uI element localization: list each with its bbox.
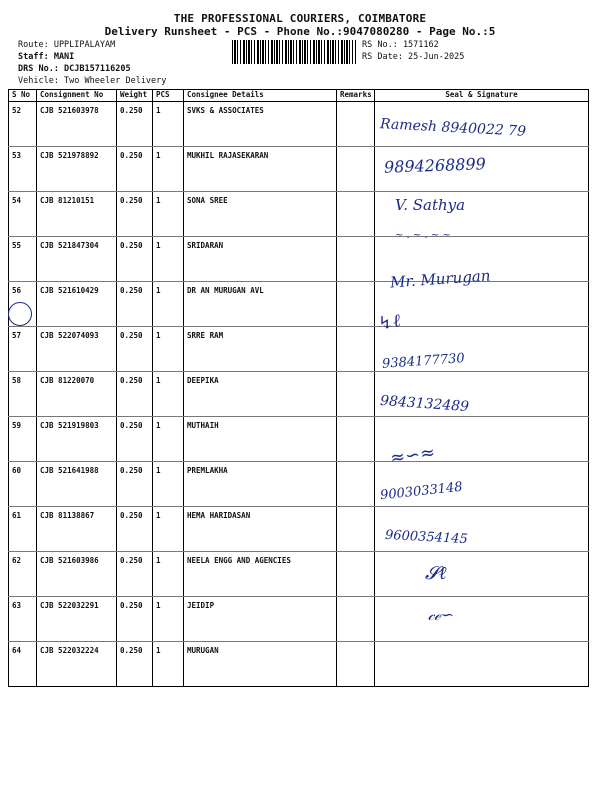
- table-row: [9, 462, 589, 507]
- table-row: [9, 372, 589, 417]
- col-signature: Seal & Signature: [375, 90, 589, 102]
- table-row: [9, 642, 589, 687]
- weight-cell: 0.250: [117, 237, 153, 282]
- sno-cell: 55: [9, 237, 37, 282]
- sno-cell: 53: [9, 147, 37, 192]
- signature-57: ↯ℓ: [376, 310, 403, 335]
- consignment-cell: CJB 521847304: [37, 237, 117, 282]
- sno-cell: 61: [9, 507, 37, 552]
- signature-64: 𝒸ℯ∽: [428, 605, 455, 624]
- table-row: [9, 327, 589, 372]
- route-label: Route: UPPLIPALAYAM: [18, 40, 116, 50]
- signature-62: 9600354145: [384, 527, 469, 548]
- sno-cell: 52: [9, 102, 37, 147]
- staff-label: Staff: MANI: [18, 52, 75, 62]
- sno-cell: 59: [9, 417, 37, 462]
- signature-60: ≈∽≈: [388, 441, 437, 470]
- signature-cell: [375, 642, 589, 687]
- weight-cell: 0.250: [117, 462, 153, 507]
- weight-cell: 0.250: [117, 597, 153, 642]
- consignment-cell: CJB 81220070: [37, 372, 117, 417]
- col-weight: Weight: [117, 90, 153, 102]
- pcs-cell: 1: [153, 237, 184, 282]
- col-consignee: Consignee Details: [184, 90, 337, 102]
- runsheet-subtitle: Delivery Runsheet - PCS - Phone No.:9047080280 - Page No.:5: [104, 25, 496, 38]
- consignee-cell: MUKHIL RAJASEKARAN: [184, 147, 337, 192]
- pcs-cell: 1: [153, 507, 184, 552]
- rs-info: [362, 39, 464, 63]
- consignment-cell: CJB 522074093: [37, 327, 117, 372]
- pcs-cell: 1: [153, 597, 184, 642]
- weight-cell: 0.250: [117, 327, 153, 372]
- consignment-cell: CJB 521603986: [37, 552, 117, 597]
- signature-58: 9384177730: [381, 351, 466, 372]
- pcs-cell: 1: [153, 102, 184, 147]
- sno-cell: 64: [9, 642, 37, 687]
- consignment-cell: CJB 522032224: [37, 642, 117, 687]
- signature-54: V. Sathya: [395, 196, 466, 214]
- signature-59: 9843132489: [379, 392, 470, 416]
- signature-cell: [375, 552, 589, 597]
- table-row: [9, 282, 589, 327]
- remarks-cell: [337, 237, 375, 282]
- weight-cell: 0.250: [117, 552, 153, 597]
- weight-cell: 0.250: [117, 507, 153, 552]
- vehicle-label: Vehicle: Two Wheeler Delivery: [18, 76, 167, 86]
- table-row: [9, 147, 589, 192]
- weight-cell: 0.250: [117, 372, 153, 417]
- table-row: [9, 597, 589, 642]
- remarks-cell: [337, 552, 375, 597]
- consignee-cell: HEMA HARIDASAN: [184, 507, 337, 552]
- remarks-cell: [337, 192, 375, 237]
- consignee-cell: DEEPIKA: [184, 372, 337, 417]
- pcs-cell: 1: [153, 462, 184, 507]
- consignment-cell: CJB 521610429: [37, 282, 117, 327]
- consignment-cell: CJB 81138867: [37, 507, 117, 552]
- route-info: [18, 39, 166, 87]
- consignee-cell: PREMLAKHA: [184, 462, 337, 507]
- circle-mark: [8, 302, 32, 326]
- consignee-cell: SONA SREE: [184, 192, 337, 237]
- signature-61: 9003033148: [379, 479, 464, 504]
- company-title: THE PROFESSIONAL COURIERS, COIMBATORE: [173, 12, 427, 25]
- signature-63: 𝓢ℓ: [425, 563, 447, 584]
- table-row: [9, 192, 589, 237]
- sno-cell: 63: [9, 597, 37, 642]
- signature-53: 9894268899: [383, 154, 487, 177]
- signature-56: Mr. Murugan: [389, 266, 491, 292]
- barcode: [232, 40, 356, 64]
- remarks-cell: [337, 102, 375, 147]
- consignment-cell: CJB 521919803: [37, 417, 117, 462]
- pcs-cell: 1: [153, 282, 184, 327]
- pcs-cell: 1: [153, 552, 184, 597]
- weight-cell: 0.250: [117, 102, 153, 147]
- pcs-cell: 1: [153, 642, 184, 687]
- sno-cell: 54: [9, 192, 37, 237]
- pcs-cell: 1: [153, 327, 184, 372]
- col-sno: S No: [9, 90, 37, 102]
- consignee-cell: SRIDARAN: [184, 237, 337, 282]
- consignee-cell: SRRE RAM: [184, 327, 337, 372]
- consignee-cell: SVKS & ASSOCIATES: [184, 102, 337, 147]
- weight-cell: 0.250: [117, 282, 153, 327]
- table-row: [9, 552, 589, 597]
- sno-cell: 62: [9, 552, 37, 597]
- weight-cell: 0.250: [117, 417, 153, 462]
- consignee-cell: MUTHAIH: [184, 417, 337, 462]
- remarks-cell: [337, 372, 375, 417]
- remarks-cell: [337, 282, 375, 327]
- remarks-cell: [337, 642, 375, 687]
- consignee-cell: JEIDIP: [184, 597, 337, 642]
- table-row: [9, 417, 589, 462]
- signature-52: Ramesh 8940022 79: [379, 116, 527, 140]
- consignee-cell: NEELA ENGG AND AGENCIES: [184, 552, 337, 597]
- consignment-cell: CJB 521641988: [37, 462, 117, 507]
- remarks-cell: [337, 147, 375, 192]
- col-pcs: PCS: [153, 90, 184, 102]
- drs-label: DRS No.: DCJB157116205: [18, 64, 131, 74]
- consignment-cell: CJB 522032291: [37, 597, 117, 642]
- consignment-cell: CJB 521978892: [37, 147, 117, 192]
- consignee-cell: DR AN MURUGAN AVL: [184, 282, 337, 327]
- table-header-row: [9, 90, 589, 102]
- remarks-cell: [337, 507, 375, 552]
- rs-date-label: RS Date: 25-Jun-2025: [362, 52, 465, 62]
- delivery-table: [8, 89, 589, 687]
- table-row: [9, 237, 589, 282]
- weight-cell: 0.250: [117, 147, 153, 192]
- pcs-cell: 1: [153, 147, 184, 192]
- sno-cell: 56: [9, 282, 37, 327]
- sno-cell: 57: [9, 327, 37, 372]
- table-row: [9, 507, 589, 552]
- remarks-cell: [337, 597, 375, 642]
- consignee-cell: MURUGAN: [184, 642, 337, 687]
- pcs-cell: 1: [153, 372, 184, 417]
- remarks-cell: [337, 462, 375, 507]
- weight-cell: 0.250: [117, 642, 153, 687]
- consignment-cell: CJB 521603978: [37, 102, 117, 147]
- consignment-cell: CJB 81210151: [37, 192, 117, 237]
- sno-cell: 60: [9, 462, 37, 507]
- remarks-cell: [337, 327, 375, 372]
- pcs-cell: 1: [153, 192, 184, 237]
- col-remarks: Remarks: [337, 90, 375, 102]
- signature-cell: [375, 597, 589, 642]
- col-consignment: Consignment No: [37, 90, 117, 102]
- remarks-cell: [337, 417, 375, 462]
- pcs-cell: 1: [153, 417, 184, 462]
- rs-no-label: RS No.: 1571162: [362, 40, 439, 50]
- sno-cell: 58: [9, 372, 37, 417]
- signature-55: ~ . ~ . ~ ~: [395, 230, 451, 241]
- weight-cell: 0.250: [117, 192, 153, 237]
